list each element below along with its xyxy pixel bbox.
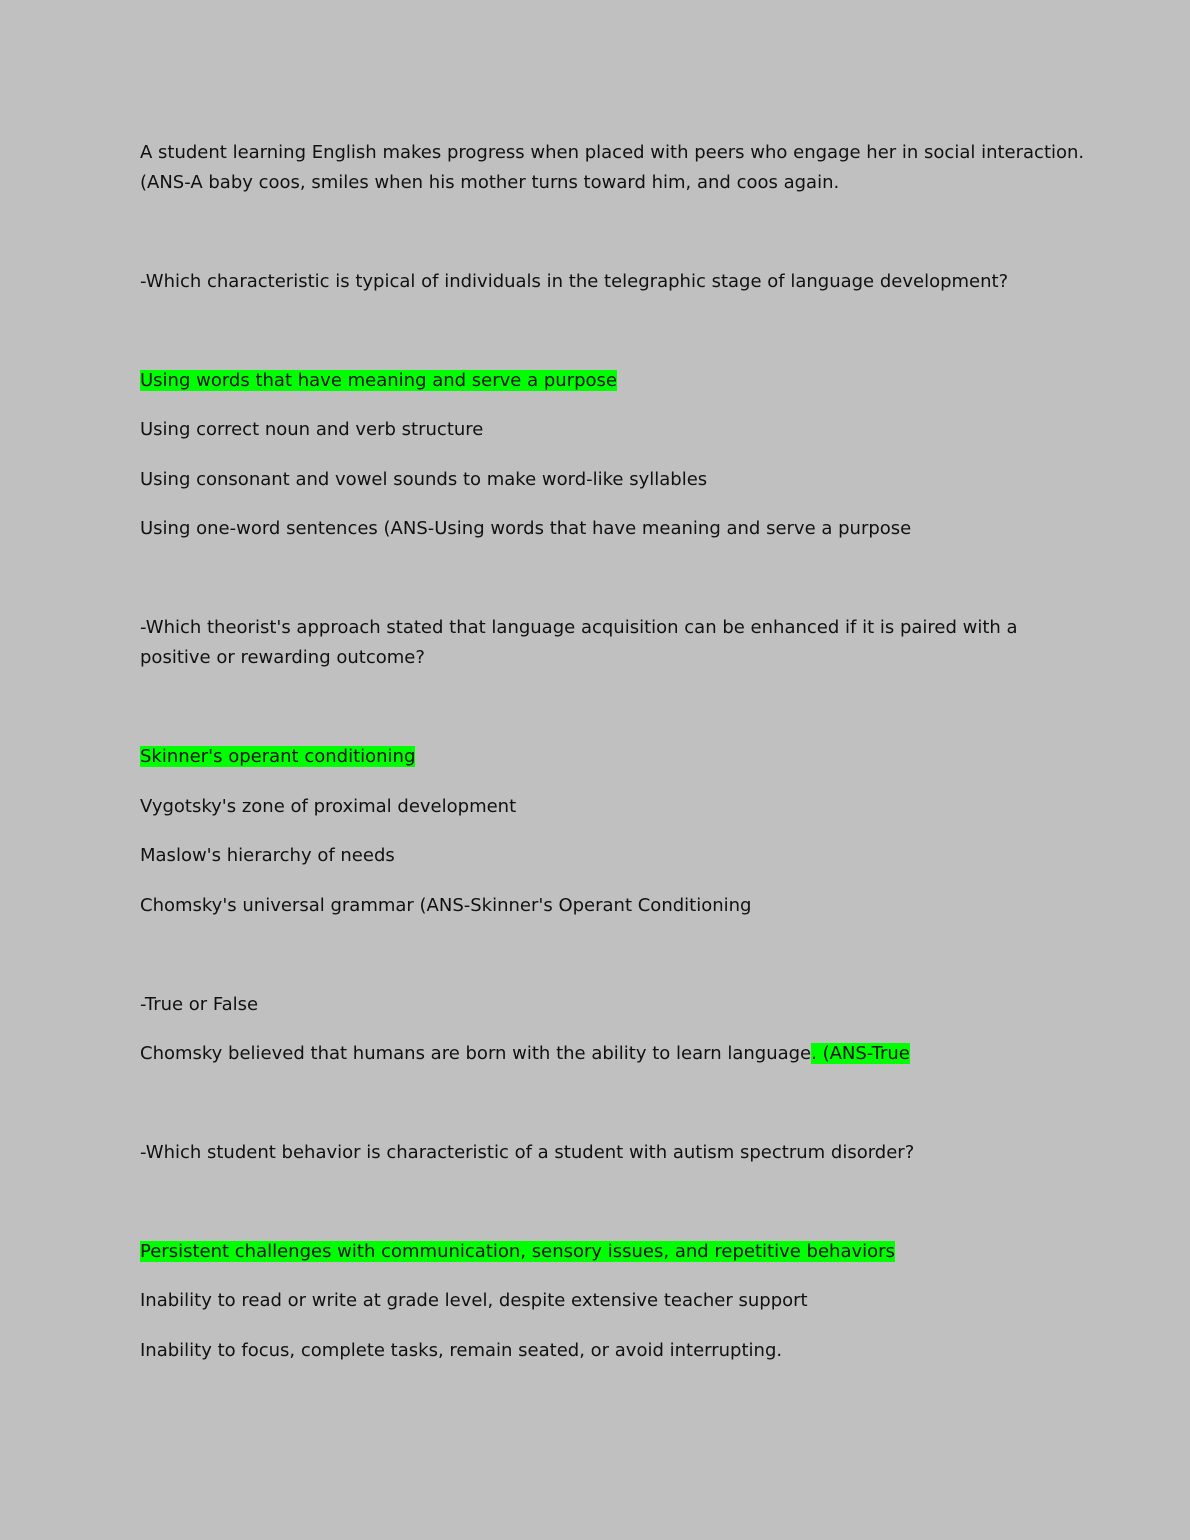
q2-option-correct: [140, 742, 415, 772]
intro-line-1: A student learning English makes progress when placed with peers who engage her in social interaction.: [140, 142, 1085, 163]
q3-statement: [140, 1039, 910, 1069]
q4-option-2: Inability to read or write at grade level, despite extensive teacher support: [140, 1290, 808, 1311]
question-1: -Which characteristic is typical of individuals in the telegraphic stage of language development?: [140, 271, 1009, 292]
highlighted-answer: . (ANS-True: [811, 1043, 910, 1064]
q1-option-correct: [140, 366, 617, 396]
q1-option-3: Using consonant and vowel sounds to make word-like syllables: [140, 469, 708, 490]
q2-option-2: Vygotsky's zone of proximal development: [140, 796, 517, 817]
question-2-line-1: -Which theorist's approach stated that language acquisition can be enhanced if it is paired with a: [140, 617, 1018, 638]
question-2-line-2: positive or rewarding outcome?: [140, 647, 425, 668]
q1-option-4: Using one-word sentences (ANS-Using words that have meaning and serve a purpose: [140, 518, 912, 539]
q4-option-correct: [140, 1237, 895, 1267]
question-4: -Which student behavior is characteristic of a student with autism spectrum disorder?: [140, 1142, 915, 1163]
q2-option-4: Chomsky's universal grammar (ANS-Skinner's Operant Conditioning: [140, 895, 752, 916]
q2-option-3: Maslow's hierarchy of needs: [140, 845, 395, 866]
q4-option-3: Inability to focus, complete tasks, remain seated, or avoid interrupting.: [140, 1340, 783, 1361]
highlighted-answer: Using words that have meaning and serve a purpose: [140, 370, 617, 391]
highlighted-answer: Persistent challenges with communication, sensory issues, and repetitive behaviors: [140, 1241, 895, 1262]
intro-line-2: (ANS-A baby coos, smiles when his mother turns toward him, and coos again.: [140, 172, 840, 193]
highlighted-answer: Skinner's operant conditioning: [140, 746, 416, 767]
question-3: -True or False: [140, 994, 259, 1015]
q3-statement-text: Chomsky believed that humans are born with the ability to learn language: [140, 1043, 812, 1064]
q1-option-2: Using correct noun and verb structure: [140, 419, 484, 440]
